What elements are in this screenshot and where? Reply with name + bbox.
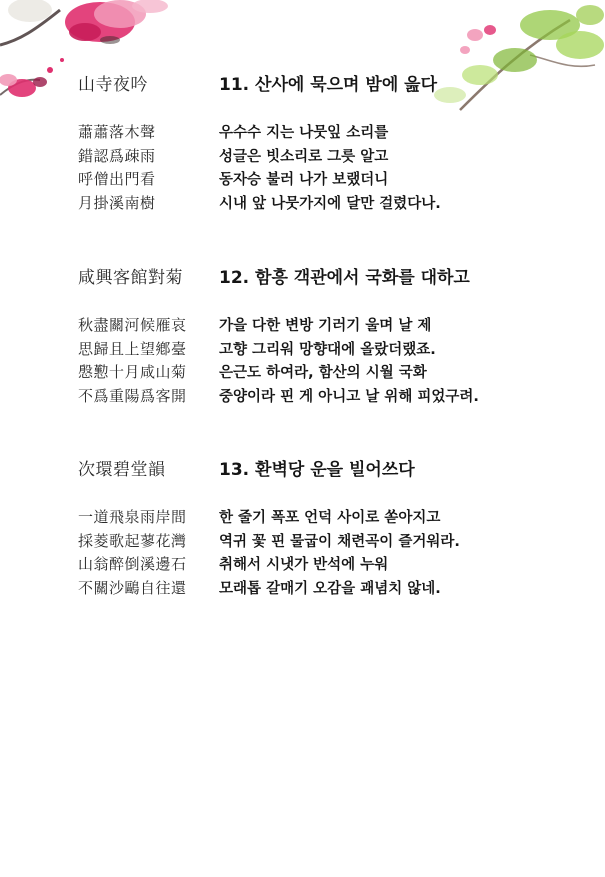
poem-line xyxy=(0,385,605,409)
poem-title-hanja: 次環碧堂韻 xyxy=(78,460,166,480)
poem-title-korean: 13. 환벽당 운을 빌어쓰다 xyxy=(219,460,415,480)
poem-line-korean: 가을 다한 변방 기러기 울며 날 제 xyxy=(219,318,432,334)
poem-line xyxy=(0,506,605,530)
poem-line-hanja: 呼僧出門看 xyxy=(78,170,156,188)
poem-line-hanja: 月掛溪南樹 xyxy=(78,194,156,212)
poem-line-hanja: 錯認爲疎雨 xyxy=(78,147,156,165)
poem-line-hanja: 秋盡關河候雁哀 xyxy=(78,316,187,334)
poem-line xyxy=(0,168,605,192)
poem-title xyxy=(0,455,605,479)
poem-line-hanja: 不關沙鷗自往還 xyxy=(78,579,187,597)
poem-title-hanja: 咸興客館對菊 xyxy=(78,268,183,288)
poem-line xyxy=(0,553,605,577)
poem-line-korean: 고향 그리워 망향대에 올랐더랬죠. xyxy=(219,342,436,358)
poem-line-hanja: 山翁醉倒溪邊石 xyxy=(78,555,187,573)
poem-line xyxy=(0,530,605,554)
poem-line-korean: 중양이라 핀 게 아니고 날 위해 피었구려. xyxy=(219,389,479,405)
poem-title xyxy=(0,263,605,287)
poem-line-hanja: 不爲重陽爲客開 xyxy=(78,387,187,405)
poem-line xyxy=(0,361,605,385)
poem-line-korean: 취해서 시냇가 반석에 누워 xyxy=(219,557,389,573)
leaf-decoration-right xyxy=(420,0,605,115)
poem-title-korean: 12. 함흥 객관에서 국화를 대하고 xyxy=(219,268,470,288)
poem-line-korean: 동자승 불러 나가 보랬더니 xyxy=(219,172,389,188)
poem-line xyxy=(0,192,605,216)
poem-line-hanja: 採菱歌起蓼花灣 xyxy=(78,532,187,550)
poem-line-hanja: 一道飛泉雨岸間 xyxy=(78,508,187,526)
poem-line-korean: 한 줄기 폭포 언덕 사이로 쏟아지고 xyxy=(219,510,441,526)
blossom-decoration-left xyxy=(0,0,200,120)
poem-line-korean: 우수수 지는 나뭇잎 소리를 xyxy=(219,125,389,141)
poem-line-korean: 모래톱 갈매기 오감을 괘념치 않네. xyxy=(219,581,441,597)
poem-line-hanja: 蕭蕭落木聲 xyxy=(78,123,156,141)
poem-title xyxy=(0,70,605,94)
poem-line-hanja: 慇懃十月咸山菊 xyxy=(78,363,187,381)
poem-line-korean: 역귀 꽃 핀 물굽이 채련곡이 즐거워라. xyxy=(219,534,460,550)
poem-title-hanja: 山寺夜吟 xyxy=(78,75,148,95)
poem-line-korean: 성글은 빗소리로 그릇 알고 xyxy=(219,149,389,165)
poem-line xyxy=(0,338,605,362)
poem-line xyxy=(0,121,605,145)
poem-line xyxy=(0,145,605,169)
poem-line xyxy=(0,314,605,338)
poem-title-korean: 11. 산사에 묵으며 밤에 읊다 xyxy=(219,75,438,95)
poem-line xyxy=(0,577,605,601)
poem-line-hanja: 思歸且上望鄕臺 xyxy=(78,340,187,358)
poem-line-korean: 시내 앞 나뭇가지에 달만 걸렸다나. xyxy=(219,196,441,212)
poem-line-korean: 은근도 하여라, 함산의 시월 국화 xyxy=(219,365,427,381)
